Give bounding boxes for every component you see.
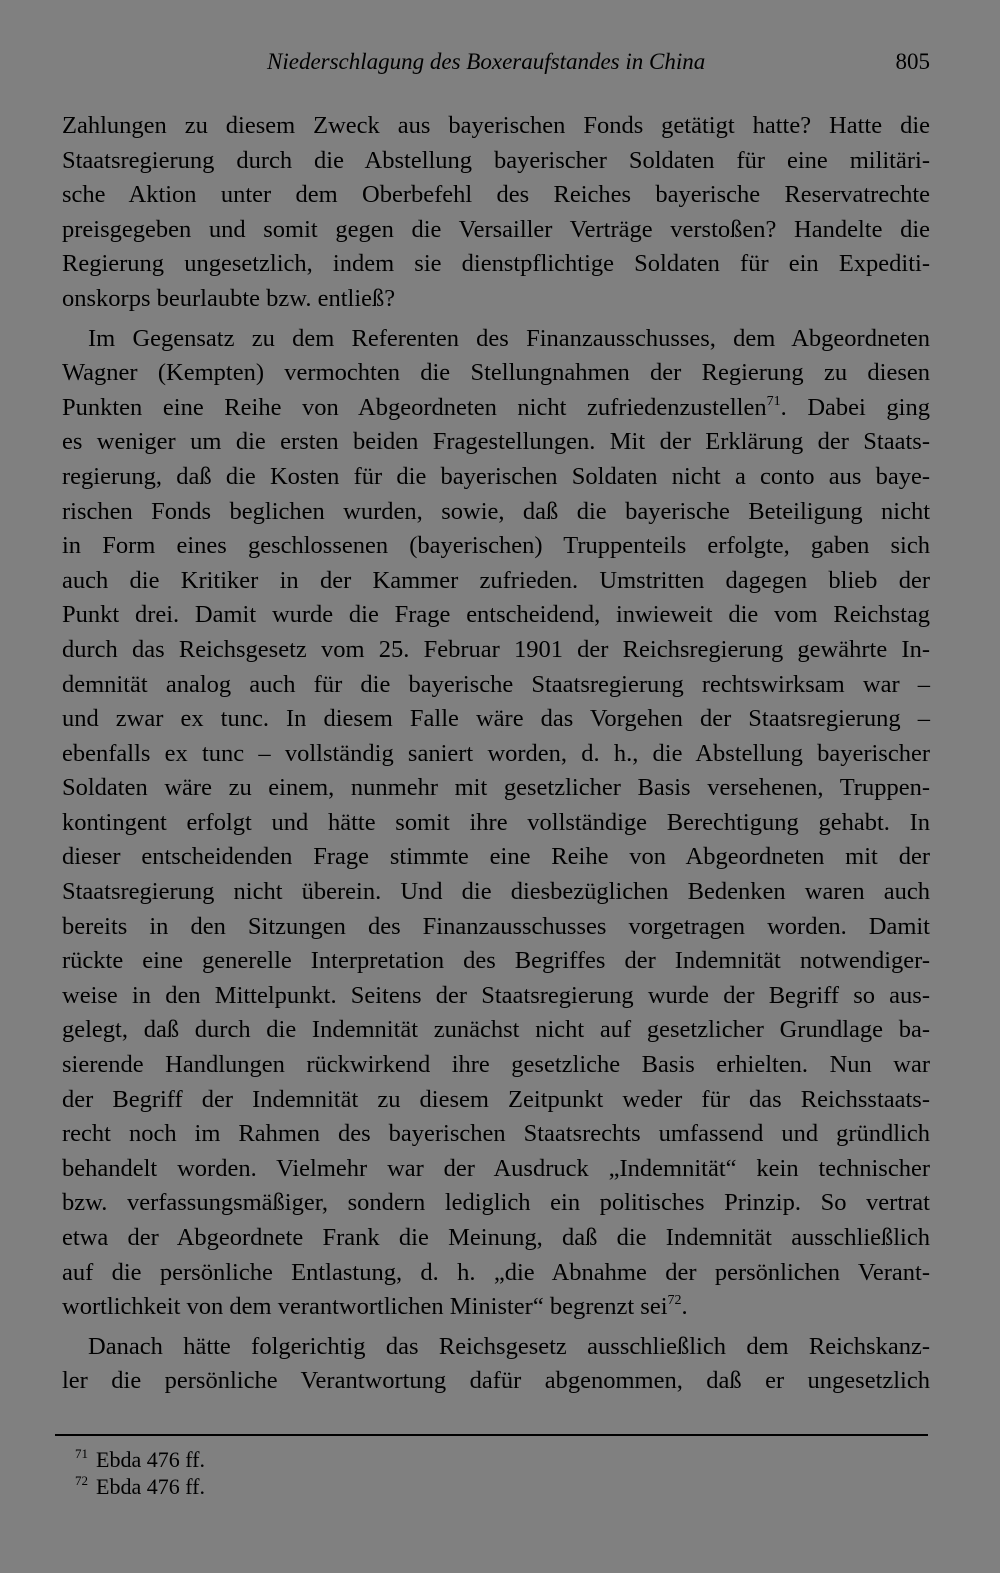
text-line bbox=[62, 1186, 930, 1221]
line-text: durch das Reichsgesetz vom 25. Februar 1901 der Reichsregierung gewährte In- bbox=[62, 635, 930, 663]
line-text: recht noch im Rahmen des bayerischen Staatsrechts umfassend und gründlich bbox=[62, 1120, 930, 1148]
line-text: sierende Handlungen rückwirkend ihre gesetzliche Basis erhielten. Nun war bbox=[62, 1051, 930, 1079]
line-text: Punkten eine Reihe von Abgeordneten nicht zufriedenzustellen bbox=[62, 393, 767, 421]
line-text: der Begriff der Indemnität zu diesem Zeitpunkt weder für das Reichsstaats- bbox=[62, 1085, 930, 1113]
text-line bbox=[62, 598, 930, 633]
text-line bbox=[62, 391, 930, 426]
line-text: Punkt drei. Damit wurde die Frage entscheidend, inwieweit die vom Reichstag bbox=[62, 601, 930, 629]
footnote bbox=[75, 1473, 675, 1500]
text-line bbox=[62, 875, 930, 910]
text-line bbox=[62, 1364, 930, 1399]
line-text: auch die Kritiker in der Kammer zufrieden. Umstritten dagegen blieb der bbox=[62, 566, 930, 594]
running-title: Niederschlagung des Boxeraufstandes in China bbox=[267, 49, 706, 74]
footnote-text: Ebda 476 ff. bbox=[96, 1447, 205, 1472]
line-text: demnität analog auch für die bayerische Staatsregierung rechtswirksam war – bbox=[62, 670, 930, 698]
line-text: bereits in den Sitzungen des Finanzausschusses vorgetragen worden. Damit bbox=[62, 912, 930, 940]
text-line bbox=[62, 668, 930, 703]
line-text: gelegt, daß durch die Indemnität zunächst nicht auf gesetzlicher Grundlage ba- bbox=[62, 1016, 930, 1044]
text-line bbox=[62, 460, 930, 495]
text-line bbox=[62, 1152, 930, 1187]
text-line bbox=[62, 322, 930, 357]
text-line bbox=[62, 564, 930, 599]
text-line bbox=[62, 633, 930, 668]
line-text: preisgegeben und somit gegen die Versailler Verträge verstoßen? Handelte die bbox=[62, 215, 930, 243]
text-line bbox=[62, 1048, 930, 1083]
line-text: und zwar ex tunc. In diesem Falle wäre das Vorgehen der Staatsregierung – bbox=[62, 705, 930, 733]
footnote-text: Ebda 476 ff. bbox=[96, 1474, 205, 1499]
line-text: Zahlungen zu diesem Zweck aus bayerischen Fonds getätigt hatte? Hatte die bbox=[62, 112, 930, 139]
line-text: Staatsregierung durch die Abstellung bayerischer Soldaten für eine militäri- bbox=[62, 146, 930, 174]
text-line bbox=[62, 702, 930, 737]
line-text: etwa der Abgeordnete Frank die Meinung, daß die Indemnität ausschließlich bbox=[62, 1224, 930, 1251]
line-text: rischen Fonds beglichen wurden, sowie, daß die bayerische Beteiligung nicht bbox=[62, 497, 930, 525]
text-line bbox=[62, 1083, 930, 1118]
footnote bbox=[75, 1446, 675, 1473]
footnote-mark: 71 bbox=[75, 1446, 88, 1461]
line-text: kontingent erfolgt und hätte somit ihre vollständige Berechtigung gehabt. In bbox=[62, 808, 930, 836]
text-line bbox=[62, 840, 930, 875]
page-number: 805 bbox=[895, 49, 930, 74]
text-line bbox=[62, 495, 930, 530]
text-line bbox=[62, 144, 930, 179]
line-text: wortlichkeit von dem verantwortlichen Minister“ begrenzt sei bbox=[62, 1293, 668, 1321]
text-line bbox=[62, 529, 930, 564]
text-line bbox=[62, 979, 930, 1014]
line-text: Regierung ungesetzlich, indem sie dienstpflichtige Soldaten für ein Expediti- bbox=[62, 250, 930, 278]
text-line bbox=[62, 1290, 930, 1325]
text-line bbox=[62, 1256, 930, 1291]
text-line bbox=[62, 944, 930, 979]
text-line bbox=[62, 425, 930, 460]
line-text: behandelt worden. Vielmehr war der Ausdruck „Indemnität“ kein technischer bbox=[62, 1154, 930, 1182]
text-line bbox=[62, 1117, 930, 1152]
line-text: weise in den Mittelpunkt. Seitens der Staatsregierung wurde der Begriff so aus- bbox=[62, 981, 930, 1009]
running-header bbox=[62, 44, 930, 80]
text-line bbox=[62, 806, 930, 841]
paragraph bbox=[62, 109, 930, 317]
text-line bbox=[62, 737, 930, 772]
line-text: auf die persönliche Entlastung, d. h. „die Abnahme der persönlichen Verant- bbox=[62, 1258, 930, 1286]
text-line bbox=[62, 771, 930, 806]
line-text: onskorps beurlaubte bzw. entließ? bbox=[62, 284, 396, 312]
footnote-divider bbox=[55, 1434, 928, 1436]
line-text: ebenfalls ex tunc – vollständig saniert worden, d. h., die Abstellung bayerischer bbox=[62, 739, 930, 767]
text-line bbox=[62, 1330, 930, 1365]
line-text: Im Gegensatz zu dem Referenten des Finanzausschusses, dem Abgeordneten bbox=[88, 324, 930, 352]
footnote-mark: 72 bbox=[75, 1473, 88, 1488]
line-text: sche Aktion unter dem Oberbefehl des Reiches bayerische Reservatrechte bbox=[62, 181, 930, 209]
text-line bbox=[62, 910, 930, 945]
text-line bbox=[62, 356, 930, 391]
line-text: Staatsregierung nicht überein. Und die diesbezüglichen Bedenken waren auch bbox=[62, 878, 930, 906]
line-text: Soldaten wäre zu einem, nunmehr mit gesetzlicher Basis versehenen, Truppen- bbox=[62, 774, 930, 802]
text-line bbox=[62, 178, 930, 213]
line-text: ler die persönliche Verantwortung dafür abgenommen, daß er ungesetzlich bbox=[62, 1367, 930, 1395]
text-line bbox=[62, 1013, 930, 1048]
line-text: rückte eine generelle Interpretation des Begriffes der Indemnität notwendiger- bbox=[62, 947, 930, 975]
line-text: Wagner (Kempten) vermochten die Stellungnahmen der Regierung zu diesen bbox=[62, 359, 930, 387]
line-text: es weniger um die ersten beiden Fragestellungen. Mit der Erklärung der Staats- bbox=[62, 428, 930, 456]
body-text bbox=[62, 109, 930, 1399]
footnote-reference: 71 bbox=[766, 393, 781, 409]
paragraph bbox=[62, 1330, 930, 1399]
text-line bbox=[62, 1221, 930, 1256]
line-text: . bbox=[681, 1293, 688, 1321]
footnote-reference: 72 bbox=[667, 1293, 682, 1309]
text-line bbox=[62, 109, 930, 144]
line-text: . Dabei ging bbox=[780, 393, 930, 421]
paragraph bbox=[62, 322, 930, 1325]
text-line bbox=[62, 213, 930, 248]
line-text: regierung, daß die Kosten für die bayerischen Soldaten nicht a conto aus baye- bbox=[62, 462, 930, 490]
line-text: in Form eines geschlossenen (bayerischen) Truppenteils erfolgte, gaben sich bbox=[62, 532, 930, 560]
line-text: bzw. verfassungsmäßiger, sondern lediglich ein politisches Prinzip. So vertrat bbox=[62, 1189, 930, 1217]
text-line bbox=[62, 247, 930, 282]
footnotes bbox=[75, 1446, 675, 1500]
text-line bbox=[62, 282, 930, 317]
line-text: Danach hätte folgerichtig das Reichsgesetz ausschließlich dem Reichskanz- bbox=[88, 1332, 930, 1360]
line-text: dieser entscheidenden Frage stimmte eine Reihe von Abgeordneten mit der bbox=[62, 843, 930, 871]
